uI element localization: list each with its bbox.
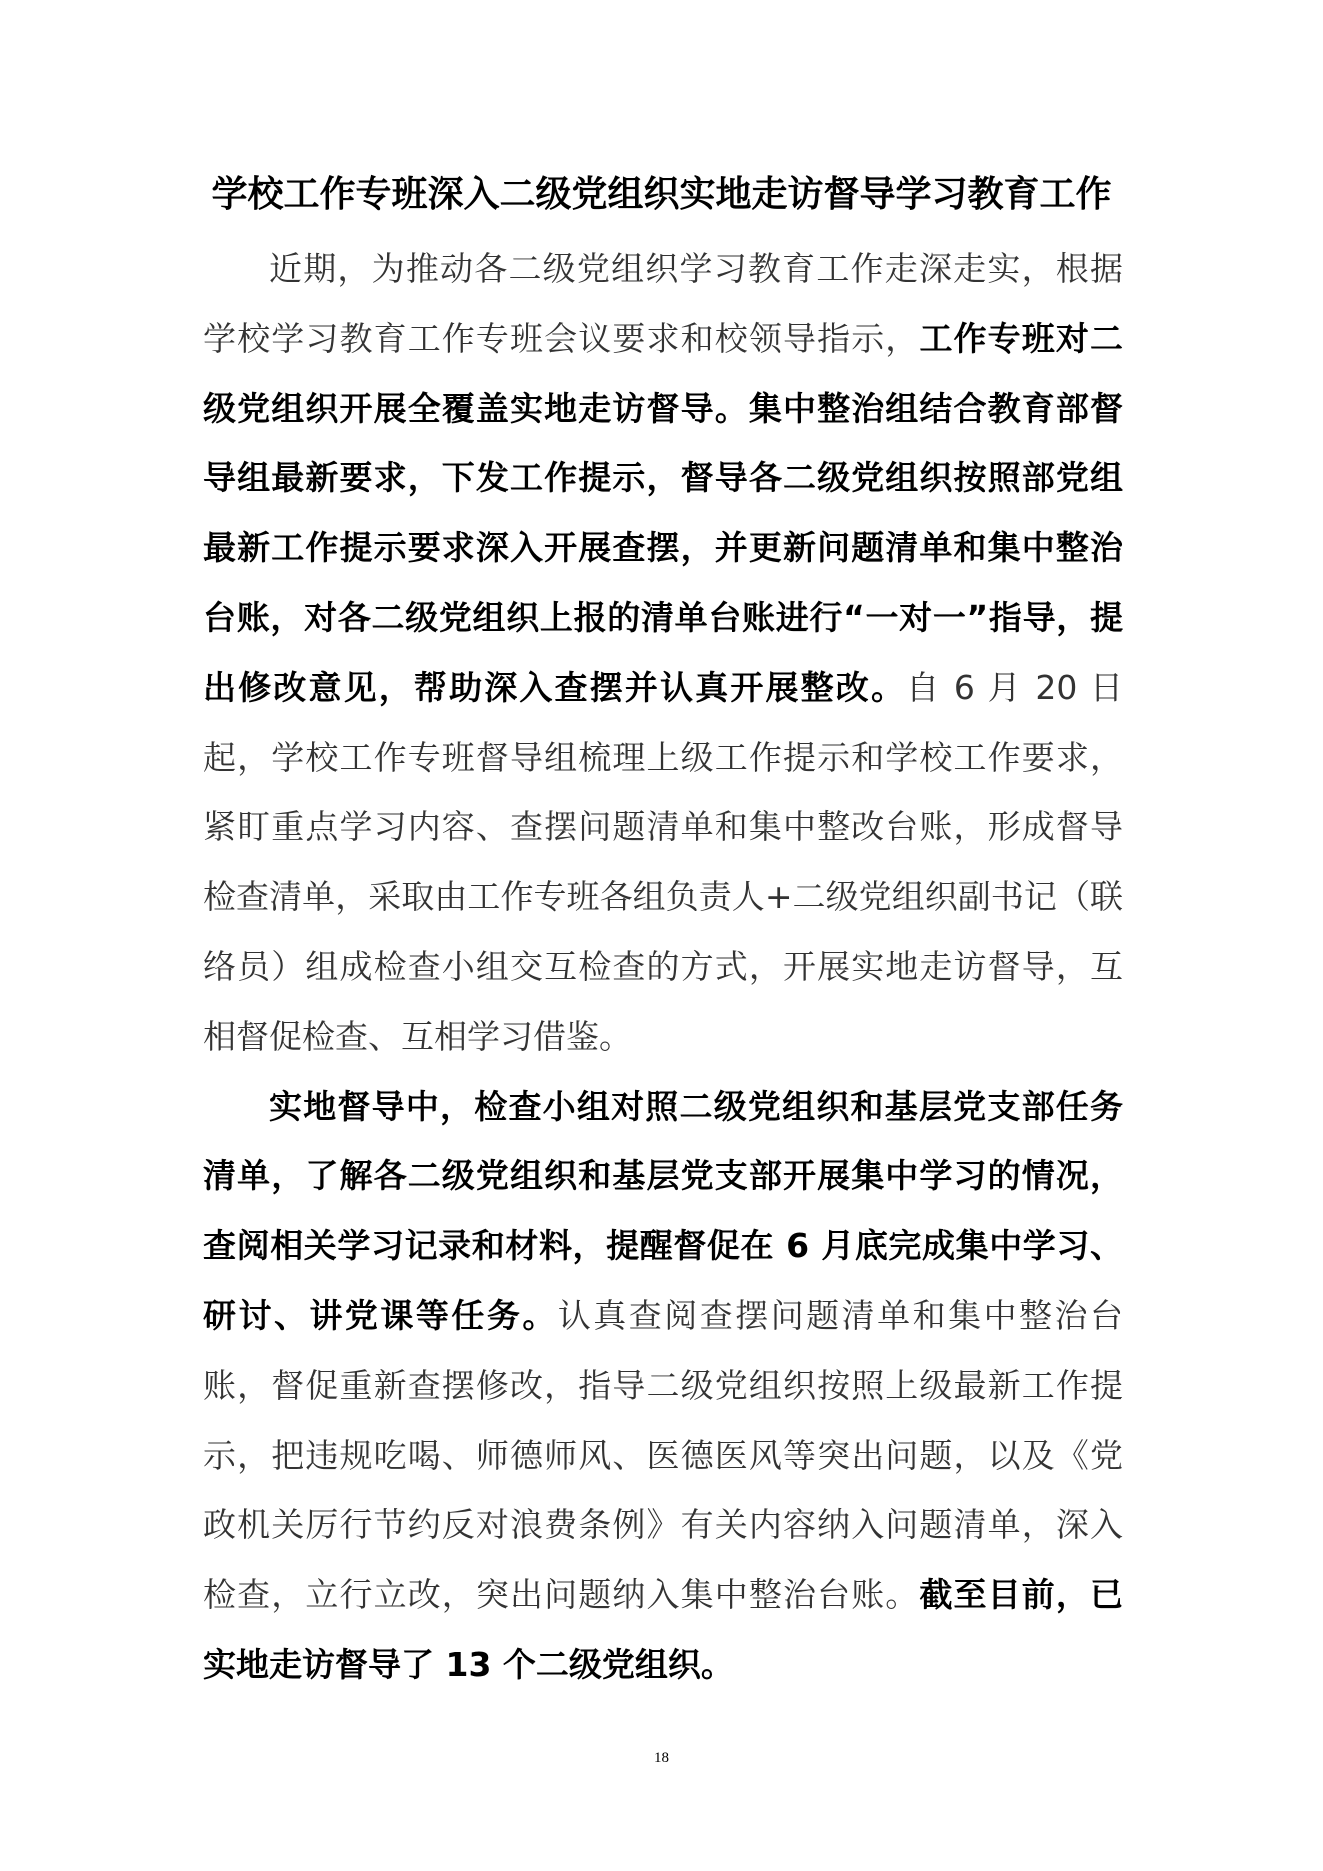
page-number: 18 <box>654 1750 669 1766</box>
paragraph-1-sentence-1: 近期，为推动各二级党组织学习教育工作走深走实，根据学校学习教育工作专班会议要求和校领导指示， <box>203 249 1123 358</box>
paragraph-2-bold-text: 实地督导中，检查小组对照二级党组织和基层党支部任务清单，了解各二级党组织和基层党支部开展集中学习的情况，查阅相关学习记录和材料，提醒督促在 6 月底完成集中学习、研讨、讲党课等任务。 <box>203 1086 1123 1335</box>
document-body <box>203 234 1123 1700</box>
paragraph-2-bold-conclusion: 截至目前，已实地走访督导了 13 个二级党组织。 <box>203 1575 1124 1684</box>
paragraph-2 <box>203 1072 1123 1700</box>
paragraph-2-sentence-2: 认真查阅查摆问题清单和集中整治台账，督促重新查摆修改，指导二级党组织按照上级最新工作提示，把违规吃喝、师德师风、医德医风等突出问题，以及《党政机关厉行节约反对浪费条例》有关内容纳入问题清单，深入检查，立行立改，突出问题纳入集中整治台账。 <box>203 1295 1124 1615</box>
document-title: 学校工作专班深入二级党组织实地走访督导学习教育工作 <box>211 173 1112 215</box>
paragraph-1-bold-text: 工作专班对二级党组织开展全覆盖实地走访督导。集中整治组结合教育部督导组最新要求，下发工作提示，督导各二级党组织按照部党组最新工作提示要求深入开展查摆，并更新问题清单和集中整治台账，对各二级党组织上报的清单台账进行“一对一”指导，提出修改意见，帮助深入查摆并认真开展整改。 <box>203 318 1124 707</box>
paragraph-1 <box>203 234 1123 1072</box>
paragraph-1-sentence-3: 自 6 月 20 日起，学校工作专班督导组梳理上级工作提示和学校工作要求，紧盯重点学习内容、查摆问题清单和集中整改台账，形成督导检查清单，采取由工作专班各组负责人+二级党组织副书记（联络员）组成检查小组交互检查的方式，开展实地走访督导，互相督促检查、互相学习借鉴。 <box>203 667 1124 1056</box>
